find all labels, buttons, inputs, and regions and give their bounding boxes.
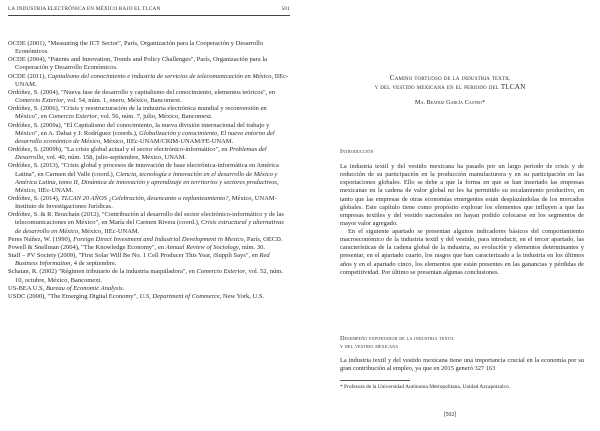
reference-entry — [8, 105, 290, 121]
reference-text: Schatan, R. (2002) "Régimen tributario de la industria maquiladora", en — [8, 268, 197, 276]
reference-text: OCDE (2001), "Measuring the ICT Sector", París, Organización para la Cooperación y Desarrollo Económicos. — [8, 40, 264, 56]
reference-text: , vol. 40, núm. 158, julio-septiembre, México, UNAM. — [43, 154, 187, 162]
reference-text: , vol. 52, núm. 10, octubre, México, Bancomext. — [15, 268, 283, 284]
reference-italic-text: Comercio Exterior — [196, 268, 246, 276]
reference-entry — [8, 244, 290, 252]
reference-entry — [8, 73, 290, 89]
paragraph: La industria textil y del vestido mexicana tiene una importancia crucial en la economía por su gran contribución al empleo, ya que en 2015 generó 327 163 — [340, 357, 584, 373]
reference-italic-text: Comercio Exterior — [15, 97, 64, 105]
reference-entry — [8, 122, 290, 146]
reference-italic-text: Foreign Direct Investment and Industrial Development in Mexico — [73, 235, 244, 243]
reference-italic-text: TLCAN 20 AÑOS ¿Celebración, desencanto o replanteamiento? — [61, 194, 229, 202]
reference-entry — [8, 195, 290, 211]
reference-text: Peres Núñez, W. (1990), — [8, 235, 74, 243]
section-heading-desempeno — [340, 335, 454, 350]
reference-italic-text: Comercio Exterior — [48, 113, 98, 121]
reference-text: Ordóñez, S. (2004), "Nueva fase de desarrollo y capitalismo del conocimiento, elementos teóricos", en — [8, 88, 276, 96]
article-title-line2: y del vestido mexicana en el periodo del TLCAN — [374, 83, 526, 91]
reference-text: OCDE (2011), — [8, 72, 48, 80]
reference-text: Ordóñez, S. (2013), "Crisis global y procesos de innovación de base electrónica-informática en América Latina", en Carmen del Valle (coord.), — [8, 162, 279, 178]
reference-entry — [8, 252, 290, 268]
reference-text: Ordóñez, S. (2009b), "La crisis global actual y el sector electrónico-informático", en — [8, 146, 230, 154]
reference-text: , vol. 56, núm. 7, julio, México, Bancomext. — [97, 113, 213, 121]
reference-text: Staff – PV Society (2009), "First Solar Will Be No. 1 Cell Producer This Year, iSuppli Says", en — [8, 252, 260, 260]
running-header-title: LA INDUSTRIA ELECTRÓNICA EN MÉXICO BAJO EL TLCAN — [8, 6, 161, 12]
reference-entry — [8, 268, 290, 284]
reference-list — [8, 40, 290, 301]
footnote-rule — [340, 380, 410, 381]
reference-entry — [8, 285, 290, 293]
reference-text: , México, IIEc-UNAM. — [15, 178, 279, 194]
reference-entry — [8, 236, 290, 244]
reference-entry — [8, 89, 290, 105]
reference-entry — [8, 162, 290, 195]
reference-entry — [8, 211, 290, 235]
reference-text: . — [122, 284, 125, 292]
reference-entry — [8, 56, 290, 72]
article-author: Ma. Beatriz García Castro* — [414, 99, 486, 106]
section-heading-line2: y del vestido mexicana — [340, 342, 399, 350]
reference-text: , México, IIEc-UNAM. — [78, 227, 140, 235]
section-heading-line1: Desempeño exportador de la industria textil — [340, 335, 455, 342]
reference-text: Ordóñez, S. (2009a), "El Capitalismo del conocimiento, la nueva división internacional del trabajo y México", en A. Dabat y J. Rodríguez (coords.), — [8, 121, 270, 137]
reference-text: , IIEc-UNAM. — [15, 72, 289, 88]
reference-italic-text: Ciencia, tecnología e innovación en el desarrollo de México y América Latina, tomo II, Dinámica de innovación y aprendizaje en territorios y sectores productivos — [15, 170, 278, 186]
reference-entry — [8, 40, 290, 56]
reference-text: Powell & Snellman (2004), "The Knowledge Economy", en — [8, 243, 166, 251]
reference-text: , París, OECD. — [243, 235, 283, 243]
reference-text: Ordóñez, S. (2014), — [8, 194, 62, 202]
reference-italic-text: Bureau of Economic Analysis — [45, 284, 123, 292]
reference-italic-text: U.S, Department of Commerce — [139, 292, 220, 300]
section-heading-introduccion: Introducción — [340, 148, 374, 155]
section-body-desempeno — [340, 357, 584, 373]
page-number: 501 — [281, 6, 290, 12]
article-title — [335, 74, 565, 92]
reference-text: , núm. 30. — [238, 243, 265, 251]
reference-text: , México, UNAM-Instituto de Investigaciones Jurídicas. — [15, 194, 277, 211]
reference-text: Ordóñez, S. (2006), "Crisis y reestructuración de la industria electrónica mundial y reconversión en México", en — [8, 105, 267, 121]
footnote: * Profesora de la Universidad Autónoma Metropolitana, Unidad Azcapotzalco. — [340, 384, 511, 390]
reference-text: Ordóñez, S. & R. Bouchaín (2012), "Contribución al desarrollo del sector electrónico-informático y de las telecomunicaciones en México", en María del Carmen Rivera (coord.), — [8, 211, 284, 227]
running-header — [8, 6, 290, 15]
reference-italic-text: Crisis estructural y alternativas de desarrollo en México — [15, 219, 284, 235]
reference-text: OCDE (2004), "Patents and Innovation, Trends and Policy Challenges", París, Organización para la Cooperación y Desarrollo Económicos. — [8, 56, 268, 72]
paragraph: En el siguiente apartado se presentan algunos indicadores básicos del comportamiento macroeconómico de la industria textil y del vestido, para introducir, en el tercer apartado, las características de la cadena global de la industria, su evolución y elementos determinantes y presentar, en el apartado cuarto, los rasgos que han caracterizado a la industria en los últimos años y en el apartado cinco, los elementos que están presentes en las ganancias y pérdidas de competitividad. Por último se presentan algunas conclusiones. — [340, 228, 584, 276]
reference-text: USDC (2000), "The Emerging Digital Economy", — [8, 292, 140, 300]
reference-italic-text: Globalización y conocimiento, El nuevo entorno del desarrollo económico de México — [15, 129, 275, 145]
page-footer-number: [502] — [443, 412, 457, 418]
reference-italic-text: Red Business Information — [15, 252, 270, 268]
article-title-line1: Camino tortuoso de la industria textil — [389, 74, 511, 82]
section-body-introduccion — [340, 163, 584, 277]
right-page — [300, 0, 600, 431]
reference-text: US-BEA U.S, — [8, 284, 46, 292]
reference-text: , vol. 54, núm. 1, enero, México, Bancomext. — [63, 97, 182, 105]
reference-italic-text: Problemas del Desarrollo — [15, 146, 267, 162]
paragraph: La industria textil y del vestido mexicana ha pasado por un largo periodo de crisis y de reducción de su participación en la producción manufacturera y en su participación en las exportaciones globales. Ello se debe a que la forma en que se han insertado las empresas mexicanas en la cadena de valor global no les ha permitido su escalamiento productivo, en tanto que las empresas de otras economías emergentes están desplazándolas de los mercados globales. Este capítulo tiene como propósito explorar los elementos que influyen a que las empresas textiles y del vestido nacionales no hayan podido colocarse en los segmentos de mayor valor agregado. — [340, 163, 584, 227]
reference-italic-text: Annual Review of Sociology — [165, 243, 239, 251]
reference-entry — [8, 293, 290, 301]
header-rule — [8, 15, 290, 16]
reference-entry — [8, 146, 290, 162]
reference-text: , 4 de septiembre. — [70, 260, 117, 268]
reference-text: , México, IIEc-UNAM/CRIM-UNAM/FE-UNAM. — [100, 137, 234, 145]
reference-italic-text: Capitalismo del conocimiento e industria de servicios de telecomunicación en México — [47, 72, 272, 80]
reference-text: , New York, U.S. — [219, 292, 265, 300]
